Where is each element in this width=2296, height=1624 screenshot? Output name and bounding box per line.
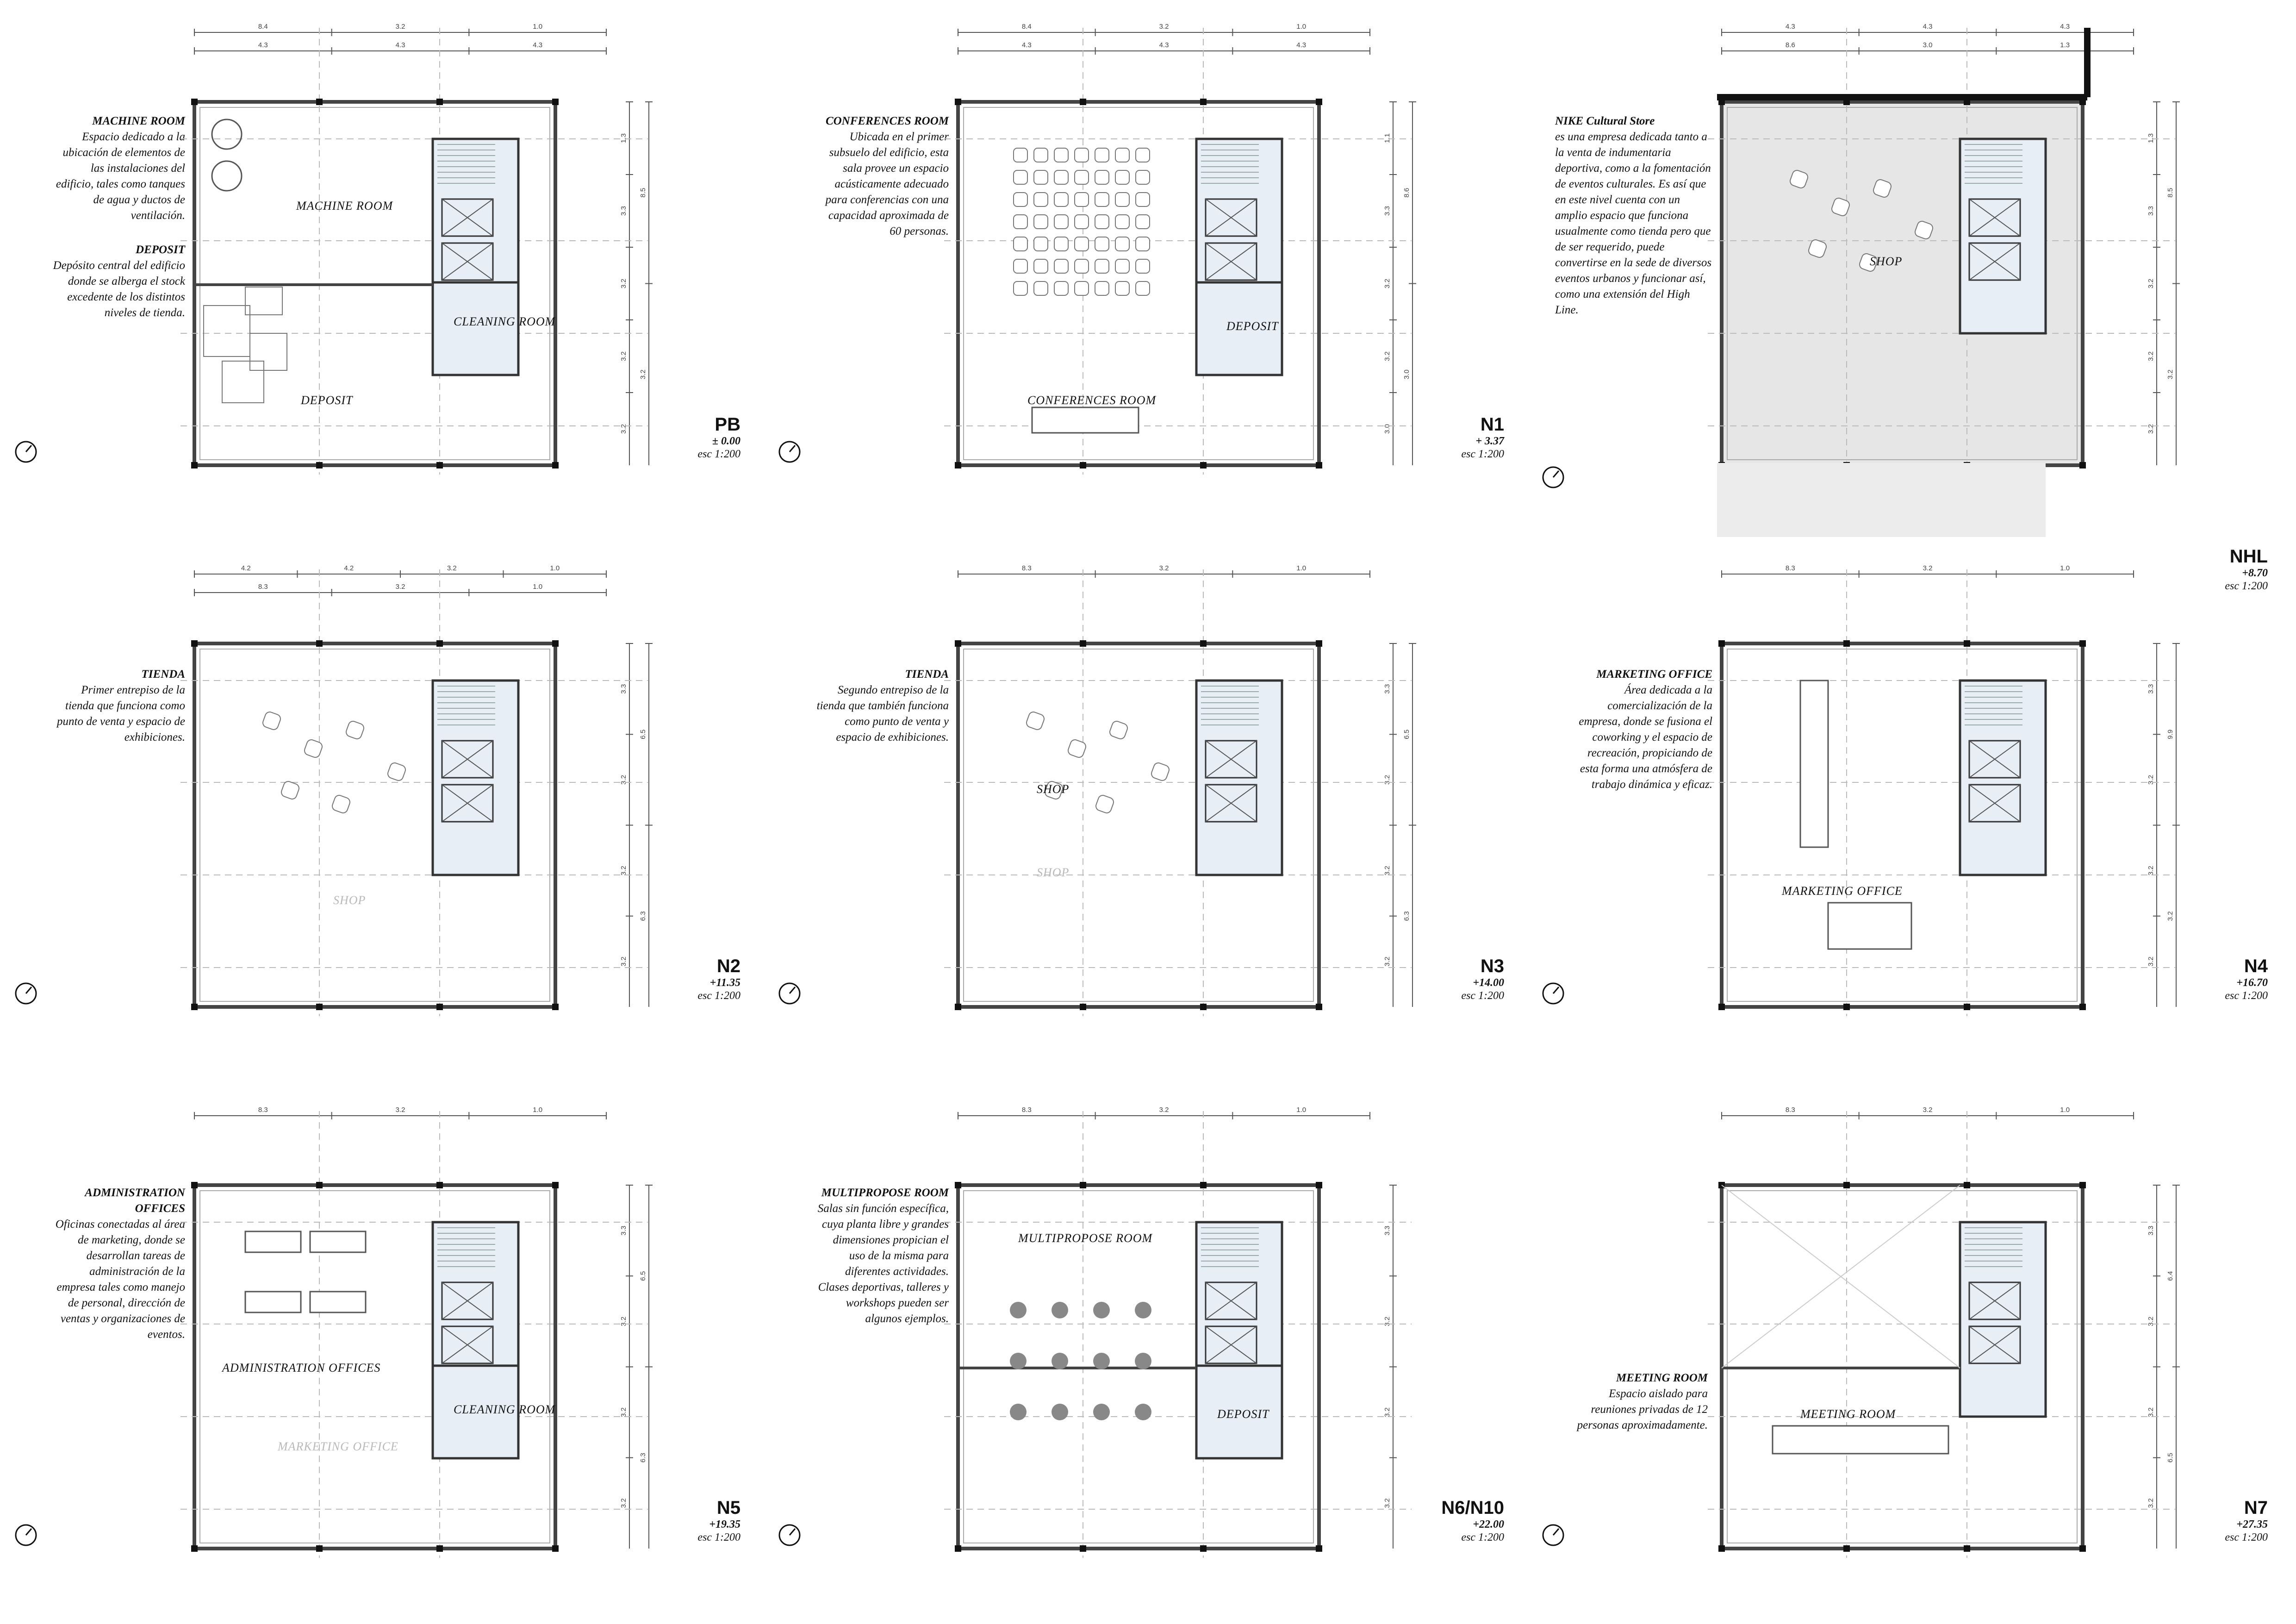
dimension-label: 1.0 — [533, 23, 543, 31]
level-name: N4 — [2244, 956, 2268, 976]
level-elevation: +14.00 — [1473, 977, 1504, 989]
room-label: ADMINISTRATION OFFICES — [222, 1361, 381, 1374]
dimension-label: 8.5 — [639, 187, 647, 198]
dimension-label: 3.2 — [2147, 1498, 2155, 1508]
dimension-label: 3.2 — [620, 1407, 628, 1418]
description-body: Ubicada en el primer subsuelo del edificio, esta sala provee un espacio acústicamente adecuado para conferencias con una capacidad aproximada de 60 personas. — [825, 131, 949, 237]
room-label: MACHINE ROOM — [296, 199, 393, 212]
dimension-label: 8.6 — [1785, 41, 1795, 49]
description-body: es una empresa dedicada tanto a la venta de indumentaria deportiva, como a la fomentación de eventos culturales. Es así que en este nivel cuenta con un amplio espacio que funciona usualmente como tienda pero que de ser requerido, puede convertirse en la sede de diversos eventos urbanos y funcionar así, como una extensión del High Line. — [1555, 131, 1712, 316]
dimension-label: 6.5 — [639, 1271, 647, 1281]
level-scale: esc 1:200 — [1461, 990, 1504, 1002]
dimension-label: 3.2 — [1383, 351, 1391, 361]
dimension-label: 3.2 — [620, 866, 628, 876]
dimension-label: 4.2 — [344, 564, 354, 572]
dimension-label: 3.3 — [620, 206, 628, 216]
north-arrow-icon — [1541, 981, 1565, 1006]
level-scale: esc 1:200 — [697, 990, 740, 1002]
description-title: MEETING ROOM — [1616, 1372, 1708, 1384]
level-tag — [697, 414, 740, 461]
dimension-label: 3.2 — [620, 775, 628, 785]
room-label: MULTIPROPOSE ROOM — [1018, 1231, 1153, 1245]
room-label: SHOP — [1870, 255, 1903, 268]
dimension-label: 1.0 — [550, 564, 560, 572]
dimension-label: 1.0 — [2060, 564, 2070, 572]
dimension-label: 1.0 — [533, 1106, 543, 1114]
room-label: CONFERENCES ROOM — [1027, 394, 1157, 407]
dimension-label: 1.0 — [533, 583, 543, 591]
floor-plan-drawing — [764, 0, 1527, 537]
plan-panel-n6 — [764, 1083, 1527, 1620]
dimension-label: 3.2 — [620, 1316, 628, 1326]
dimension-label: 3.2 — [1923, 564, 1933, 572]
description-title: ADMINISTRATION OFFICES — [85, 1187, 185, 1215]
dimension-label: 3.2 — [620, 1498, 628, 1508]
dimension-label: 3.2 — [2147, 775, 2155, 785]
level-elevation: +27.35 — [2236, 1518, 2268, 1530]
dimension-label: 3.2 — [2166, 911, 2174, 921]
dimension-label: 6.3 — [639, 1453, 647, 1463]
dimension-label: 3.2 — [620, 424, 628, 434]
dimension-label: 6.5 — [2166, 1453, 2174, 1463]
description-title: TIENDA — [141, 668, 185, 681]
level-tag — [2225, 956, 2268, 1002]
description-title: MARKETING OFFICE — [1596, 668, 1712, 681]
dimension-label: 3.3 — [620, 684, 628, 694]
level-name: NHL — [2229, 546, 2268, 567]
dimension-label: 1.0 — [1296, 1106, 1307, 1114]
dimension-label: 1.0 — [1296, 564, 1307, 572]
room-label: MARKETING OFFICE — [278, 1440, 398, 1453]
dimension-label: 3.2 — [2147, 424, 2155, 434]
room-label: SHOP — [1037, 866, 1070, 879]
description-title: MACHINE ROOM — [92, 115, 185, 127]
floor-plan-drawing — [1527, 542, 2291, 1079]
dimension-label: 8.3 — [1021, 1106, 1032, 1114]
room-label: DEPOSIT — [1217, 1407, 1269, 1421]
dimension-label: 8.5 — [2166, 187, 2174, 198]
floor-plan — [0, 542, 764, 1079]
dimension-label: 3.2 — [1383, 279, 1391, 288]
dimension-label: 3.2 — [1383, 1316, 1391, 1326]
level-tag — [1441, 1498, 1504, 1544]
level-name: N3 — [1480, 956, 1504, 976]
room-label: SHOP — [1037, 782, 1070, 796]
dimension-label: 1.3 — [2060, 41, 2070, 49]
dimension-label: 4.3 — [533, 41, 543, 49]
level-scale: esc 1:200 — [1461, 448, 1504, 460]
description-body: Depósito central del edificio donde se alberga el stock excedente de los distintos niveles de tienda. — [53, 259, 185, 319]
level-name: N1 — [1480, 414, 1504, 435]
plan-panel-n3 — [764, 542, 1527, 1079]
dimension-label: 3.3 — [1383, 206, 1391, 216]
dimension-label: 8.3 — [1785, 564, 1795, 572]
floor-plan — [1527, 1083, 2291, 1620]
dimension-label: 3.3 — [620, 1225, 628, 1236]
level-elevation: +19.35 — [709, 1518, 740, 1530]
dimension-label: 3.3 — [2147, 1225, 2155, 1236]
level-scale: esc 1:200 — [697, 1531, 740, 1543]
north-arrow-icon — [1541, 1523, 1565, 1547]
dimension-label: 1.3 — [620, 133, 628, 143]
floor-plan-drawing — [1527, 1083, 2291, 1620]
dimension-label: 6.3 — [639, 911, 647, 921]
floor-plan-drawing — [1527, 0, 2291, 537]
level-elevation: + 3.37 — [1475, 435, 1504, 447]
north-arrow-icon — [778, 440, 802, 464]
dimension-label: 8.3 — [258, 583, 268, 591]
description-title: TIENDA — [905, 668, 949, 681]
plan-panel-n2 — [0, 542, 764, 1079]
floor-plan-drawing — [0, 542, 764, 1079]
level-name: N5 — [716, 1498, 740, 1518]
dimension-label: 4.3 — [1923, 23, 1933, 31]
level-tag — [1461, 956, 1504, 1002]
level-scale: esc 1:200 — [1461, 1531, 1504, 1543]
floor-plan — [764, 0, 1527, 537]
room-label: MARKETING OFFICE — [1782, 884, 1903, 898]
dimension-label: 4.3 — [1021, 41, 1032, 49]
floor-plan — [0, 0, 764, 537]
floor-plan — [1527, 0, 2291, 537]
plan-panel-n4 — [1527, 542, 2291, 1079]
north-arrow-icon — [778, 1523, 802, 1547]
level-name: PB — [715, 414, 740, 435]
level-name: N2 — [716, 956, 740, 976]
dimension-label: 3.0 — [1403, 369, 1411, 380]
dimension-label: 3.2 — [2147, 1316, 2155, 1326]
description-title: MULTIPROPOSE ROOM — [821, 1187, 949, 1199]
level-scale: esc 1:200 — [2225, 990, 2268, 1002]
dimension-label: 3.3 — [1383, 1225, 1391, 1236]
dimension-label: 3.2 — [1923, 1106, 1933, 1114]
room-label: CLEANING ROOM — [454, 315, 556, 328]
floor-plan-drawing — [0, 1083, 764, 1620]
dimension-label: 3.2 — [1383, 1407, 1391, 1418]
level-elevation: +11.35 — [709, 977, 740, 989]
dimension-label: 3.2 — [1383, 1498, 1391, 1508]
dimension-label: 3.2 — [2147, 351, 2155, 361]
dimension-label: 1.1 — [1383, 133, 1391, 143]
description-body: Oficinas conectadas al área de marketing, donde se desarrollan tareas de administración de la empresa tales como manejo de personal, dirección de ventas y organizaciones de eventos. — [55, 1218, 185, 1341]
description-title: DEPOSIT — [136, 244, 185, 256]
plan-panel-n7 — [1527, 1083, 2291, 1620]
level-scale: esc 1:200 — [2225, 1531, 2268, 1543]
dimension-label: 3.2 — [1383, 866, 1391, 876]
north-arrow-icon — [14, 981, 38, 1006]
level-tag — [2225, 1498, 2268, 1544]
dimension-label: 3.2 — [1383, 775, 1391, 785]
dimension-label: 3.2 — [2147, 279, 2155, 288]
dimension-label: 8.4 — [1021, 23, 1032, 31]
level-elevation: ± 0.00 — [712, 435, 740, 447]
room-label: DEPOSIT — [1226, 319, 1279, 333]
floor-plan — [764, 542, 1527, 1079]
north-arrow-icon — [14, 440, 38, 464]
dimension-label: 3.2 — [620, 279, 628, 288]
dimension-label: 3.2 — [2166, 369, 2174, 380]
dimension-label: 8.4 — [258, 23, 268, 31]
floor-plan-drawing — [764, 1083, 1527, 1620]
level-scale: esc 1:200 — [2225, 580, 2268, 592]
dimension-label: 6.3 — [1403, 911, 1411, 921]
room-label: SHOP — [333, 893, 366, 907]
plan-panel-pb — [0, 0, 764, 537]
dimension-label: 3.2 — [1159, 1106, 1169, 1114]
floor-plan — [0, 1083, 764, 1620]
dimension-label: 6.5 — [1403, 729, 1411, 739]
dimension-label: 3.2 — [2147, 956, 2155, 967]
room-label: DEPOSIT — [301, 394, 353, 407]
level-name: N6/N10 — [1441, 1498, 1504, 1518]
dimension-label: 3.2 — [395, 1106, 405, 1114]
level-elevation: +8.70 — [2242, 567, 2268, 579]
dimension-label: 3.2 — [1159, 564, 1169, 572]
dimension-label: 3.2 — [639, 369, 647, 380]
dimension-label: 8.3 — [1021, 564, 1032, 572]
level-tag — [697, 956, 740, 1002]
dimension-label: 8.6 — [1403, 187, 1411, 198]
dimension-label: 3.2 — [1159, 23, 1169, 31]
dimension-label: 6.5 — [639, 729, 647, 739]
level-tag — [1461, 414, 1504, 461]
description-body: Espacio dedicado a la ubicación de elementos de las instalaciones del edificio, tales como tanques de agua y ductos de ventilación. — [56, 131, 185, 222]
level-elevation: +22.00 — [1473, 1518, 1504, 1530]
level-name: N7 — [2244, 1498, 2268, 1518]
floor-plan-drawing — [0, 0, 764, 537]
dimension-label: 1.0 — [2060, 1106, 2070, 1114]
floor-plan-drawing — [764, 542, 1527, 1079]
plan-panel-n1 — [764, 0, 1527, 537]
dimension-label: 3.2 — [395, 583, 405, 591]
dimension-label: 8.3 — [258, 1106, 268, 1114]
description-body: Espacio aislado para reuniones privadas de 12 personas aproximadamente. — [1577, 1387, 1708, 1431]
dimension-label: 9.9 — [2166, 729, 2174, 739]
dimension-label: 4.3 — [1159, 41, 1169, 49]
dimension-label: 3.2 — [2147, 1407, 2155, 1418]
dimension-label: 3.2 — [620, 351, 628, 361]
north-arrow-icon — [1541, 465, 1565, 489]
dimension-label: 4.2 — [241, 564, 251, 572]
dimension-label: 1.0 — [1296, 23, 1307, 31]
dimension-label: 4.3 — [1296, 41, 1307, 49]
description-title: NIKE Cultural Store — [1555, 115, 1655, 127]
level-elevation: +16.70 — [2236, 977, 2268, 989]
north-arrow-icon — [14, 1523, 38, 1547]
description-body: Salas sin función específica, cuya planta libre y grandes dimensiones propician el uso de la misma para diferentes actividades. Clases deportivas, talleres y workshops pueden ser algunos ejemplos. — [817, 1202, 949, 1325]
dimension-label: 4.3 — [395, 41, 405, 49]
description-body: Segundo entrepiso de la tienda que también funciona como punto de venta y espacio de exhibiciones. — [816, 684, 949, 743]
dimension-label: 4.3 — [2060, 23, 2070, 31]
dimension-label: 4.3 — [258, 41, 268, 49]
dimension-label: 4.3 — [1785, 23, 1795, 31]
dimension-label: 8.3 — [1785, 1106, 1795, 1114]
dimension-label: 3.0 — [1923, 41, 1933, 49]
description-body: Primer entrepiso de la tienda que funciona como punto de venta y espacio de exhibiciones. — [57, 684, 185, 743]
room-label: CLEANING ROOM — [454, 1403, 556, 1416]
description-title: CONFERENCES ROOM — [825, 115, 949, 127]
dimension-label: 3.2 — [620, 956, 628, 967]
dimension-label: 3.2 — [447, 564, 457, 572]
dimension-label: 3.2 — [2147, 866, 2155, 876]
dimension-label: 3.2 — [1383, 956, 1391, 967]
floor-plan — [1527, 542, 2291, 1079]
dimension-label: 1.3 — [2147, 133, 2155, 143]
dimension-label: 3.2 — [395, 23, 405, 31]
dimension-label: 3.3 — [2147, 206, 2155, 216]
north-arrow-icon — [778, 981, 802, 1006]
level-tag — [697, 1498, 740, 1544]
floor-plan — [764, 1083, 1527, 1620]
level-scale: esc 1:200 — [697, 448, 740, 460]
dimension-label: 3.3 — [2147, 684, 2155, 694]
room-label: MEETING ROOM — [1800, 1407, 1896, 1421]
plan-panel-n5 — [0, 1083, 764, 1620]
dimension-label: 3.0 — [1383, 424, 1391, 434]
dimension-label: 3.3 — [1383, 684, 1391, 694]
description-body: Área dedicada a la comercialización de la empresa, donde se fusiona el coworking y el espacio de recreación, propiciando de esta forma una atmósfera de trabajo dinámica y eficaz. — [1579, 684, 1712, 791]
dimension-label: 6.4 — [2166, 1271, 2174, 1281]
